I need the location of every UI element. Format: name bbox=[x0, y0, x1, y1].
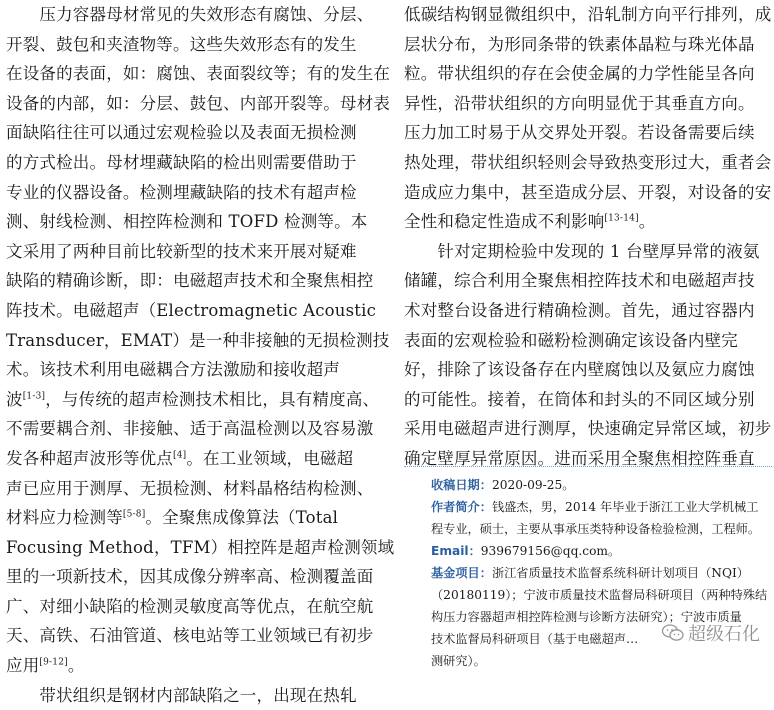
text-line bbox=[6, 266, 378, 296]
left-column bbox=[6, 0, 395, 710]
text-segment: 层状分布，为形同条带的铁素体晶粒与珠光体晶 bbox=[404, 34, 755, 54]
text-segment: 造成应力集中，甚至造成分层、开裂，对设备的安 bbox=[404, 182, 772, 202]
text-segment: 。 bbox=[638, 212, 656, 232]
text-segment: Focusing Method，TFM）相控阵是超声检测领域 bbox=[6, 537, 395, 557]
text-line bbox=[404, 237, 770, 267]
text-segment: 确定壁厚异常原因。进而采用全聚焦相控阵垂直 bbox=[404, 448, 755, 468]
fund-line-2: （20180119）；宁波市质量技术监督局科研项目（两种特殊结 bbox=[431, 588, 768, 602]
text-segment: 专业的仪器设备。检测埋藏缺陷的技术有超声检 bbox=[6, 182, 357, 202]
text-segment: 文采用了两种目前比较新型的技术来开展对疑难 bbox=[6, 241, 357, 261]
text-line bbox=[6, 237, 378, 267]
text-segment: 的方式检出。母材埋藏缺陷的检出则需要借助于 bbox=[6, 152, 357, 172]
author-intro-line-2: 程专业，硕士，主要从事承压类特种设备检验检测，工程师。 bbox=[431, 522, 761, 536]
text-line bbox=[404, 178, 770, 208]
text-segment: 术对整台设备进行精确检测。首先，通过容器内 bbox=[404, 300, 755, 320]
text-segment: 低碳结构钢显微组织中，沿轧制方向平行排列，成 bbox=[404, 5, 772, 24]
text-line bbox=[404, 385, 770, 415]
text-segment: 广、对细小缺陷的检测灵敏度高等优点，在航空航 bbox=[6, 596, 374, 616]
text-segment: 波 bbox=[6, 389, 23, 409]
fund-line-5: 测研究）。 bbox=[431, 654, 486, 668]
citation-ref: [5-8] bbox=[122, 509, 146, 520]
right-column bbox=[404, 0, 770, 474]
fund-line-4: 技术监督局科研项目（基于电磁超声… bbox=[431, 632, 639, 646]
text-segment: 开裂、鼓包和夹渣物等。这些失效形态有的发生 bbox=[6, 34, 357, 54]
received-date-value: 2020-09-25。 bbox=[491, 478, 575, 492]
text-segment: 。在工业领域，电磁超 bbox=[186, 448, 354, 468]
text-segment: 采用电磁超声进行测厚，快速确定异常区域，初步 bbox=[404, 419, 772, 439]
citation-ref: [4] bbox=[173, 450, 187, 461]
text-line bbox=[6, 0, 378, 30]
text-line bbox=[6, 414, 378, 444]
author-intro-label: 作者简介： bbox=[431, 500, 492, 514]
text-segment: Transducer，EMAT）是一种非接触的无损检测技 bbox=[6, 330, 390, 350]
text-line bbox=[6, 148, 378, 178]
text-segment: 。 bbox=[67, 656, 85, 676]
text-segment: 压力加工时易于从交界处开裂。若设备需要后续 bbox=[404, 123, 755, 143]
fund-line-3: 构压力容器超声相控阵检测与诊断方法研究）；宁波市质量 bbox=[431, 610, 742, 624]
text-line bbox=[6, 207, 378, 237]
citation-ref: [1-3] bbox=[22, 391, 46, 402]
watermark bbox=[662, 620, 760, 646]
text-segment: 全性和稳定性造成不利影响 bbox=[404, 212, 605, 232]
email-label: Email： bbox=[431, 544, 481, 558]
text-line bbox=[6, 444, 378, 474]
text-line bbox=[6, 118, 378, 148]
text-segment: 带状组织是钢材内部缺陷之一，出现在热轧 bbox=[6, 685, 357, 705]
author-intro-line-1 bbox=[431, 496, 769, 518]
text-segment: 表面的宏观检验和磁粉检测确定该设备内壁完 bbox=[404, 330, 738, 350]
received-date bbox=[431, 474, 769, 496]
text-line bbox=[404, 148, 770, 178]
fund-text: 浙江省质量技术监督系统科研计划项目（NQI） bbox=[491, 566, 749, 580]
text-line bbox=[6, 681, 378, 710]
email-value: 939679156@qq.com。 bbox=[480, 544, 621, 558]
text-segment: 粒。带状组织的存在会使金属的力学性能呈各向 bbox=[404, 64, 755, 84]
text-line bbox=[6, 178, 378, 208]
text-line bbox=[404, 89, 770, 119]
text-line bbox=[404, 355, 770, 385]
fund-line-1 bbox=[431, 562, 769, 584]
text-line bbox=[404, 296, 770, 326]
text-segment: 在设备的表面，如：腐蚀、表面裂纹等；有的发生在 bbox=[6, 64, 391, 84]
text-segment: 材料应力检测等 bbox=[6, 508, 123, 528]
author-intro-text: 钱盛杰，男，2014 年毕业于浙江工业大学机械工 bbox=[491, 500, 759, 514]
text-segment: 应用 bbox=[6, 656, 40, 676]
text-segment: 发各种超声波形等优点 bbox=[6, 448, 173, 468]
wechat-icon bbox=[662, 624, 684, 642]
footnote-divider bbox=[404, 466, 772, 467]
text-line bbox=[6, 89, 391, 119]
text-line bbox=[6, 651, 378, 681]
text-line bbox=[6, 355, 378, 385]
text-line bbox=[6, 592, 378, 622]
text-line bbox=[404, 59, 770, 89]
text-segment: 面缺陷往往可以通过宏观检验以及表面无损检测 bbox=[6, 123, 357, 143]
text-segment: 阵技术。电磁超声（Electromagnetic Acoustic bbox=[6, 300, 377, 320]
text-segment: 天、高铁、石油管道、核电站等工业领域已有初步 bbox=[6, 626, 374, 646]
text-segment: 的可能性。接着，在筒体和封头的不同区域分别 bbox=[404, 389, 755, 409]
text-line bbox=[6, 59, 391, 89]
text-segment: 不需要耦合剂、非接触、适于高温检测以及容易激 bbox=[6, 419, 374, 439]
text-segment: 针对定期检验中发现的 1 台壁厚异常的液氨 bbox=[404, 241, 760, 261]
text-segment: 异性，沿带状组织的方向明显优于其垂直方向。 bbox=[404, 93, 755, 113]
text-line bbox=[6, 296, 378, 326]
text-line bbox=[6, 30, 378, 60]
text-line bbox=[404, 0, 770, 30]
text-segment: 设备的内部，如：分层、鼓包、内部开裂等。母材表 bbox=[6, 93, 391, 113]
text-segment: 测、射线检测、相控阵检测和 TOFD 检测等。本 bbox=[6, 212, 368, 232]
text-line bbox=[6, 621, 378, 651]
citation-ref: [13-14] bbox=[604, 213, 639, 224]
text-segment: 声已应用于测厚、无损检测、材料晶格结构检测、 bbox=[6, 478, 374, 498]
text-segment: 热处理，带状组织轻则会导致热变形过大，重者会 bbox=[404, 152, 772, 172]
text-line bbox=[6, 562, 378, 592]
text-line bbox=[404, 266, 770, 296]
text-line bbox=[404, 30, 770, 60]
text-segment: 储罐，综合利用全聚焦相控阵技术和电磁超声技 bbox=[404, 271, 755, 291]
citation-ref: [9-12] bbox=[39, 657, 68, 668]
text-segment: 好，排除了该设备存在内壁腐蚀以及氨应力腐蚀 bbox=[404, 360, 755, 380]
text-line bbox=[6, 533, 395, 563]
received-date-label: 收稿日期： bbox=[431, 478, 492, 492]
text-line bbox=[6, 503, 378, 533]
text-line bbox=[404, 207, 770, 237]
text-line bbox=[6, 326, 390, 356]
text-segment: 术。该技术利用电磁耦合方法激励和接收超声 bbox=[6, 360, 340, 380]
text-line bbox=[6, 385, 378, 415]
text-segment: 里的一项新技术，因其成像分辨率高、检测覆盖面 bbox=[6, 567, 374, 587]
text-line bbox=[404, 414, 770, 444]
text-line bbox=[404, 118, 770, 148]
text-segment: 缺陷的精确诊断，即：电磁超声技术和全聚焦相控 bbox=[6, 271, 374, 291]
text-segment: ，与传统的超声检测技术相比，具有精度高、 bbox=[45, 389, 380, 409]
text-line bbox=[404, 444, 770, 474]
text-segment: 压力容器母材常见的失效形态有腐蚀、分层、 bbox=[6, 5, 374, 24]
email-line bbox=[431, 540, 769, 562]
text-line bbox=[6, 474, 378, 504]
text-line bbox=[404, 326, 770, 356]
text-segment: 。全聚焦成像算法（Total bbox=[145, 508, 339, 528]
watermark-text: 超级石化 bbox=[688, 624, 760, 645]
fund-label: 基金项目： bbox=[431, 566, 492, 580]
